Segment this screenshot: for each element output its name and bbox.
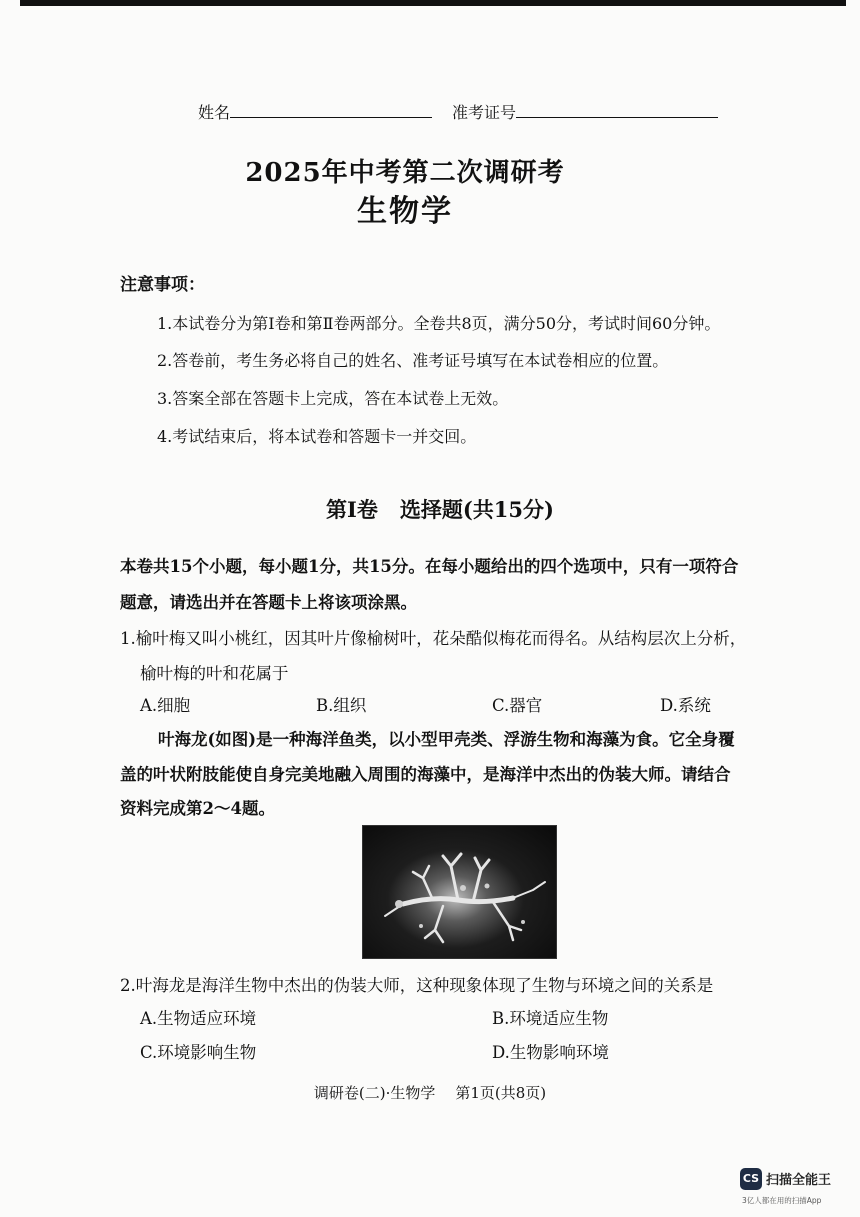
question-1-option-c: C.器官: [492, 696, 543, 715]
exam-id-blank: [516, 103, 718, 118]
question-1-option-a: A.细胞: [140, 696, 191, 715]
section-heading: [0, 494, 860, 524]
footer-paper-name: 调研卷(二)·生物学: [313, 1084, 436, 1102]
notice-item: 4.考试结束后，将本试卷和答题卡一并交回。: [157, 427, 477, 446]
camscanner-logo-icon: CS: [740, 1168, 762, 1190]
name-label: 姓名: [198, 103, 231, 122]
exam-title: 2025年中考第二次调研考: [245, 158, 565, 188]
question-1-stem: 1.榆叶梅又叫小桃红，因其叶片像榆树叶，花朵酷似梅花而得名。从结构层次上分析，: [120, 629, 747, 648]
section-name: 第Ⅰ卷: [326, 497, 378, 522]
passage-line: 盖的叶状附肢能使自身完美地融入周围的海藻中，是海洋中杰出的伪装大师。请结合: [120, 765, 731, 784]
scan-top-edge: [20, 0, 846, 6]
camscanner-name: 扫描全能王: [766, 1173, 832, 1188]
question-2-option-c: C.环境影响生物: [140, 1043, 257, 1062]
notice-item: 3.答案全部在答题卡上完成，答在本试卷上无效。: [157, 389, 509, 408]
section-subtitle: 选择题(共15分): [399, 497, 554, 522]
name-blank: [230, 103, 432, 118]
question-1-stem-cont: 榆叶梅的叶和花属于: [140, 664, 289, 683]
exam-id-label: 准考证号: [452, 103, 517, 122]
page-footer: [0, 1082, 860, 1103]
camscanner-tagline: 3亿人都在用的扫描App: [742, 1196, 822, 1205]
passage-line: 叶海龙(如图)是一种海洋鱼类，以小型甲壳类、浮游生物和海藻为食。它全身覆: [158, 730, 735, 749]
name-field: [198, 100, 432, 123]
notice-item: 2.答卷前，考生务必将自己的姓名、准考证号填写在本试卷相应的位置。: [157, 351, 669, 370]
footer-page-number: 第1页(共8页): [455, 1084, 547, 1102]
instructions-line: 本卷共15个小题，每小题1分，共15分。在每小题给出的四个选项中，只有一项符合: [120, 557, 739, 576]
leafy-seadragon-photo: [362, 825, 557, 959]
question-2-option-b: B.环境适应生物: [492, 1009, 609, 1028]
notice-heading: 注意事项：: [120, 275, 205, 295]
question-2-stem: 2.叶海龙是海洋生物中杰出的伪装大师，这种现象体现了生物与环境之间的关系是: [120, 976, 714, 995]
question-2-option-d: D.生物影响环境: [492, 1043, 609, 1062]
subject-title: 生物学: [357, 194, 453, 229]
passage-line: 资料完成第2～4题。: [120, 799, 275, 818]
question-1-option-d: D.系统: [660, 696, 711, 715]
exam-id-field: [452, 100, 718, 123]
instructions-line: 题意，请选出并在答题卡上将该项涂黑。: [120, 593, 417, 612]
seadragon-illustration: [363, 826, 556, 958]
notice-item: 1.本试卷分为第Ⅰ卷和第Ⅱ卷两部分。全卷共8页，满分50分，考试时间60分钟。: [157, 314, 721, 333]
question-2-option-a: A.生物适应环境: [140, 1009, 257, 1028]
question-1-option-b: B.组织: [316, 696, 367, 715]
